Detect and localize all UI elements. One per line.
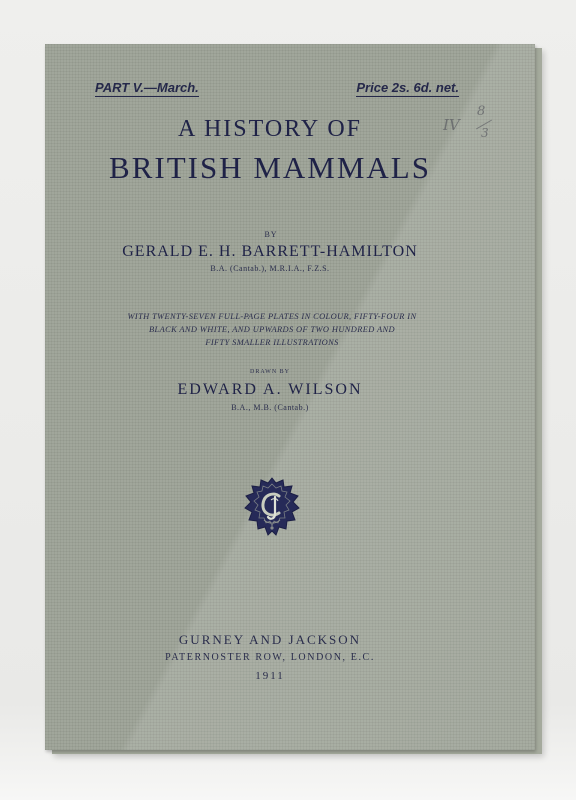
illustrator-name: EDWARD A. WILSON	[177, 381, 363, 398]
header-row	[95, 80, 459, 102]
pencil-fraction-top: 8	[477, 104, 486, 119]
pencil-numeral: IV	[443, 116, 460, 134]
publisher-address: PATERNOSTER ROW, LONDON, E.C.	[165, 652, 375, 663]
illustrations-description	[105, 310, 439, 349]
drawn-by-label: DRAWN BY	[249, 369, 291, 375]
pamphlet-cover	[45, 44, 535, 750]
publication-year: 1911	[255, 670, 285, 682]
description-line: FIFTY SMALLER ILLUSTRATIONS	[205, 338, 339, 347]
pencil-fraction-bottom: 3	[481, 126, 489, 140]
description-line: WITH TWENTY-SEVEN FULL-PAGE PLATES IN COLOUR, FIFTY-FOUR IN	[127, 312, 417, 321]
title-line-1: A HISTORY OF	[177, 116, 363, 142]
part-label: PART V.—March.	[95, 80, 199, 95]
price-label: Price 2s. 6d. net.	[356, 80, 459, 95]
author-credentials: B.A. (Cantab.), M.R.I.A., F.Z.S.	[210, 264, 330, 273]
publisher-name: GURNEY AND JACKSON	[178, 632, 362, 647]
publisher-monogram-emblem-icon	[243, 476, 301, 540]
illustrator-credentials: B.A., M.B. (Cantab.)	[231, 403, 309, 412]
author-name: GERALD E. H. BARRETT-HAMILTON	[122, 243, 418, 260]
title-line-2: BRITISH MAMMALS	[109, 150, 431, 185]
by-label: BY	[264, 230, 278, 239]
description-line: BLACK AND WHITE, AND UPWARDS OF TWO HUNDRED AND	[149, 325, 395, 334]
